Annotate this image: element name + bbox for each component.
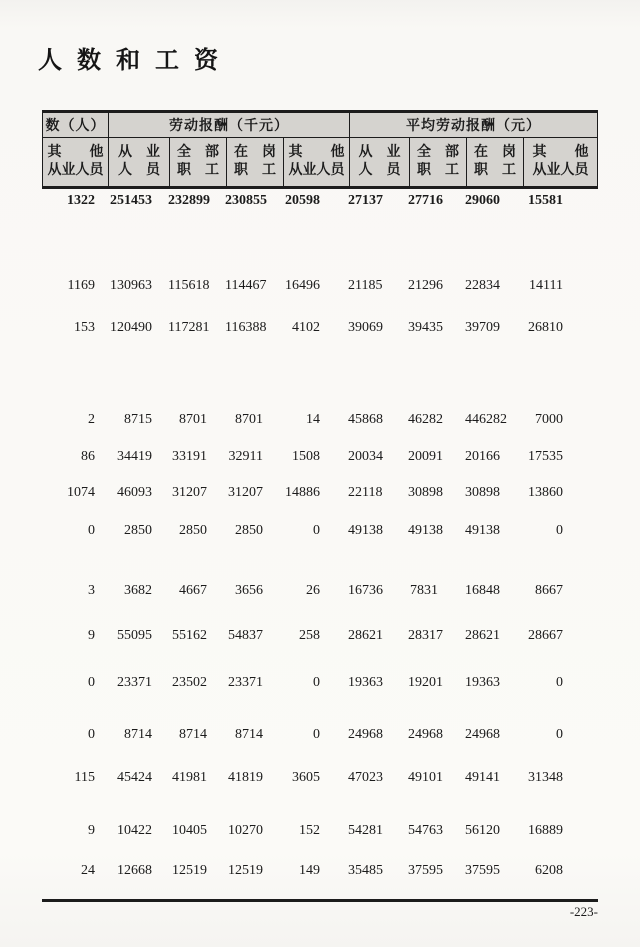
cell: 116388 bbox=[225, 320, 267, 335]
cell: 49138 bbox=[348, 523, 383, 538]
cell: 0 bbox=[88, 727, 95, 742]
cell: 3605 bbox=[292, 770, 320, 785]
cell: 0 bbox=[88, 523, 95, 538]
cell: 1508 bbox=[292, 449, 320, 464]
cell: 46282 bbox=[408, 412, 443, 427]
col-header-other-employed: 其 他 从业人员 bbox=[47, 145, 104, 178]
cell: 35485 bbox=[348, 863, 383, 878]
cell: 46093 bbox=[117, 485, 152, 500]
cell: 8714 bbox=[179, 727, 207, 742]
cell: 23371 bbox=[228, 675, 263, 690]
table-row bbox=[42, 278, 598, 293]
cell: 1322 bbox=[67, 193, 95, 208]
cell: 3 bbox=[88, 583, 95, 598]
cell: 0 bbox=[313, 523, 320, 538]
cell: 0 bbox=[313, 727, 320, 742]
cell: 251453 bbox=[110, 193, 152, 208]
cell: 6208 bbox=[535, 863, 563, 878]
cell: 19363 bbox=[465, 675, 500, 690]
cell: 27137 bbox=[348, 193, 383, 208]
cell: 10405 bbox=[172, 823, 207, 838]
cell: 34419 bbox=[117, 449, 152, 464]
cell: 49101 bbox=[408, 770, 443, 785]
cell: 49141 bbox=[465, 770, 500, 785]
table-row bbox=[42, 675, 598, 690]
group-header-row bbox=[42, 113, 598, 138]
cell: 8701 bbox=[179, 412, 207, 427]
cell: 22118 bbox=[348, 485, 383, 500]
cell: 0 bbox=[556, 727, 563, 742]
cell: 9 bbox=[88, 823, 95, 838]
cell: 16889 bbox=[528, 823, 563, 838]
cell: 230855 bbox=[225, 193, 267, 208]
cell: 19363 bbox=[348, 675, 383, 690]
cell: 8714 bbox=[124, 727, 152, 742]
cell: 152 bbox=[299, 823, 320, 838]
table-row bbox=[42, 727, 598, 742]
cell: 3656 bbox=[235, 583, 263, 598]
cell: 14111 bbox=[529, 278, 563, 293]
col-header-employed-persons: 从 业 人 员 bbox=[108, 138, 169, 186]
cell: 2850 bbox=[235, 523, 263, 538]
table-row bbox=[42, 628, 598, 643]
cell: 22834 bbox=[465, 278, 500, 293]
cell: 2850 bbox=[179, 523, 207, 538]
group-header-avg-remuneration: 平均劳动报酬（元） bbox=[349, 113, 597, 137]
cell: 16848 bbox=[465, 583, 500, 598]
cell: 55162 bbox=[172, 628, 207, 643]
cell: 153 bbox=[74, 320, 95, 335]
cell: 2 bbox=[88, 412, 95, 427]
cell: 24968 bbox=[408, 727, 443, 742]
col-header-staff-on-duty: 在 岗 职 工 bbox=[466, 138, 523, 186]
cell: 21185 bbox=[348, 278, 383, 293]
cell: 33191 bbox=[172, 449, 207, 464]
cell: 20091 bbox=[408, 449, 443, 464]
cell: 15581 bbox=[528, 193, 563, 208]
cell: 20034 bbox=[348, 449, 383, 464]
cell: 120490 bbox=[110, 320, 152, 335]
cell: 24 bbox=[81, 863, 95, 878]
cell: 232899 bbox=[168, 193, 210, 208]
cell: 16496 bbox=[285, 278, 320, 293]
cell: 28621 bbox=[348, 628, 383, 643]
page-number: -223- bbox=[569, 904, 598, 919]
cell: 45868 bbox=[348, 412, 383, 427]
cell: 56120 bbox=[465, 823, 500, 838]
col-header-other-employed: 其 他 从业人员 bbox=[283, 138, 349, 186]
cell: 39435 bbox=[408, 320, 443, 335]
table-row bbox=[42, 320, 598, 335]
column-header-row bbox=[42, 138, 598, 186]
group-header-count: 数（人） bbox=[45, 119, 106, 134]
cell: 54281 bbox=[348, 823, 383, 838]
cell: 45424 bbox=[117, 770, 152, 785]
cell: 28621 bbox=[465, 628, 500, 643]
cell: 10270 bbox=[228, 823, 263, 838]
table-row bbox=[42, 412, 598, 427]
cell: 41981 bbox=[172, 770, 207, 785]
cell: 30898 bbox=[408, 485, 443, 500]
cell: 8667 bbox=[535, 583, 563, 598]
table-row bbox=[42, 523, 598, 538]
cell: 24968 bbox=[465, 727, 500, 742]
page-title: 人数和工资 bbox=[38, 48, 233, 74]
cell: 49138 bbox=[465, 523, 500, 538]
cell: 20166 bbox=[465, 449, 500, 464]
cell: 26 bbox=[306, 583, 320, 598]
cell: 20598 bbox=[285, 193, 320, 208]
cell: 0 bbox=[556, 523, 563, 538]
group-header-remuneration: 劳动报酬（千元） bbox=[108, 113, 349, 137]
cell: 149 bbox=[299, 863, 320, 878]
cell: 0 bbox=[556, 675, 563, 690]
table-row bbox=[42, 770, 598, 785]
cell: 41819 bbox=[228, 770, 263, 785]
table-body bbox=[42, 189, 598, 902]
cell: 21296 bbox=[408, 278, 443, 293]
cell: 2850 bbox=[124, 523, 152, 538]
cell: 27716 bbox=[408, 193, 443, 208]
table-row bbox=[42, 583, 598, 598]
cell: 12668 bbox=[117, 863, 152, 878]
cell: 8714 bbox=[235, 727, 263, 742]
cell: 31207 bbox=[172, 485, 207, 500]
cell: 13860 bbox=[528, 485, 563, 500]
cell: 3682 bbox=[124, 583, 152, 598]
cell: 115 bbox=[74, 770, 95, 785]
table-row bbox=[42, 863, 598, 878]
col-header-all-staff: 全 部 职 工 bbox=[169, 138, 226, 186]
cell: 0 bbox=[313, 675, 320, 690]
wages-table bbox=[42, 110, 598, 902]
cell: 39069 bbox=[348, 320, 383, 335]
cell: 26810 bbox=[528, 320, 563, 335]
cell: 4667 bbox=[179, 583, 207, 598]
cell: 86 bbox=[81, 449, 95, 464]
cell: 130963 bbox=[110, 278, 152, 293]
cell: 9 bbox=[88, 628, 95, 643]
cell: 10422 bbox=[117, 823, 152, 838]
cell: 23371 bbox=[117, 675, 152, 690]
cell: 55095 bbox=[117, 628, 152, 643]
cell: 37595 bbox=[408, 863, 443, 878]
col-header-staff-on-duty: 在 岗 职 工 bbox=[226, 138, 283, 186]
cell: 258 bbox=[299, 628, 320, 643]
cell: 1169 bbox=[67, 278, 95, 293]
cell: 114467 bbox=[225, 278, 267, 293]
cell: 30898 bbox=[465, 485, 500, 500]
table-row bbox=[42, 193, 598, 208]
cell: 446282 bbox=[465, 412, 507, 427]
table-row bbox=[42, 823, 598, 838]
cell: 14886 bbox=[285, 485, 320, 500]
cell: 54837 bbox=[228, 628, 263, 643]
cell: 14 bbox=[306, 412, 320, 427]
cell: 16736 bbox=[348, 583, 383, 598]
table-row bbox=[42, 485, 598, 500]
cell: 8715 bbox=[124, 412, 152, 427]
table-row bbox=[42, 449, 598, 464]
cell: 19201 bbox=[408, 675, 443, 690]
cell: 54763 bbox=[408, 823, 443, 838]
cell: 7000 bbox=[535, 412, 563, 427]
cell: 8701 bbox=[235, 412, 263, 427]
col-header-all-staff: 全 部 职 工 bbox=[409, 138, 466, 186]
col-header-employed-persons: 从 业 人 员 bbox=[349, 138, 409, 186]
cell: 7831 bbox=[410, 583, 438, 598]
cell: 47023 bbox=[348, 770, 383, 785]
cell: 12519 bbox=[172, 863, 207, 878]
cell: 117281 bbox=[168, 320, 210, 335]
cell: 32911 bbox=[228, 449, 263, 464]
cell: 17535 bbox=[528, 449, 563, 464]
table-header bbox=[42, 110, 598, 189]
cell: 49138 bbox=[408, 523, 443, 538]
cell: 29060 bbox=[465, 193, 500, 208]
cell: 115618 bbox=[168, 278, 210, 293]
cell: 12519 bbox=[228, 863, 263, 878]
cell: 28667 bbox=[528, 628, 563, 643]
cell: 31348 bbox=[528, 770, 563, 785]
cell: 4102 bbox=[292, 320, 320, 335]
cell: 0 bbox=[88, 675, 95, 690]
cell: 28317 bbox=[408, 628, 443, 643]
cell: 37595 bbox=[465, 863, 500, 878]
cell: 31207 bbox=[228, 485, 263, 500]
col-header-other-employed: 其 他 从业人员 bbox=[523, 138, 597, 186]
cell: 24968 bbox=[348, 727, 383, 742]
cell: 1074 bbox=[67, 485, 95, 500]
cell: 23502 bbox=[172, 675, 207, 690]
cell: 39709 bbox=[465, 320, 500, 335]
